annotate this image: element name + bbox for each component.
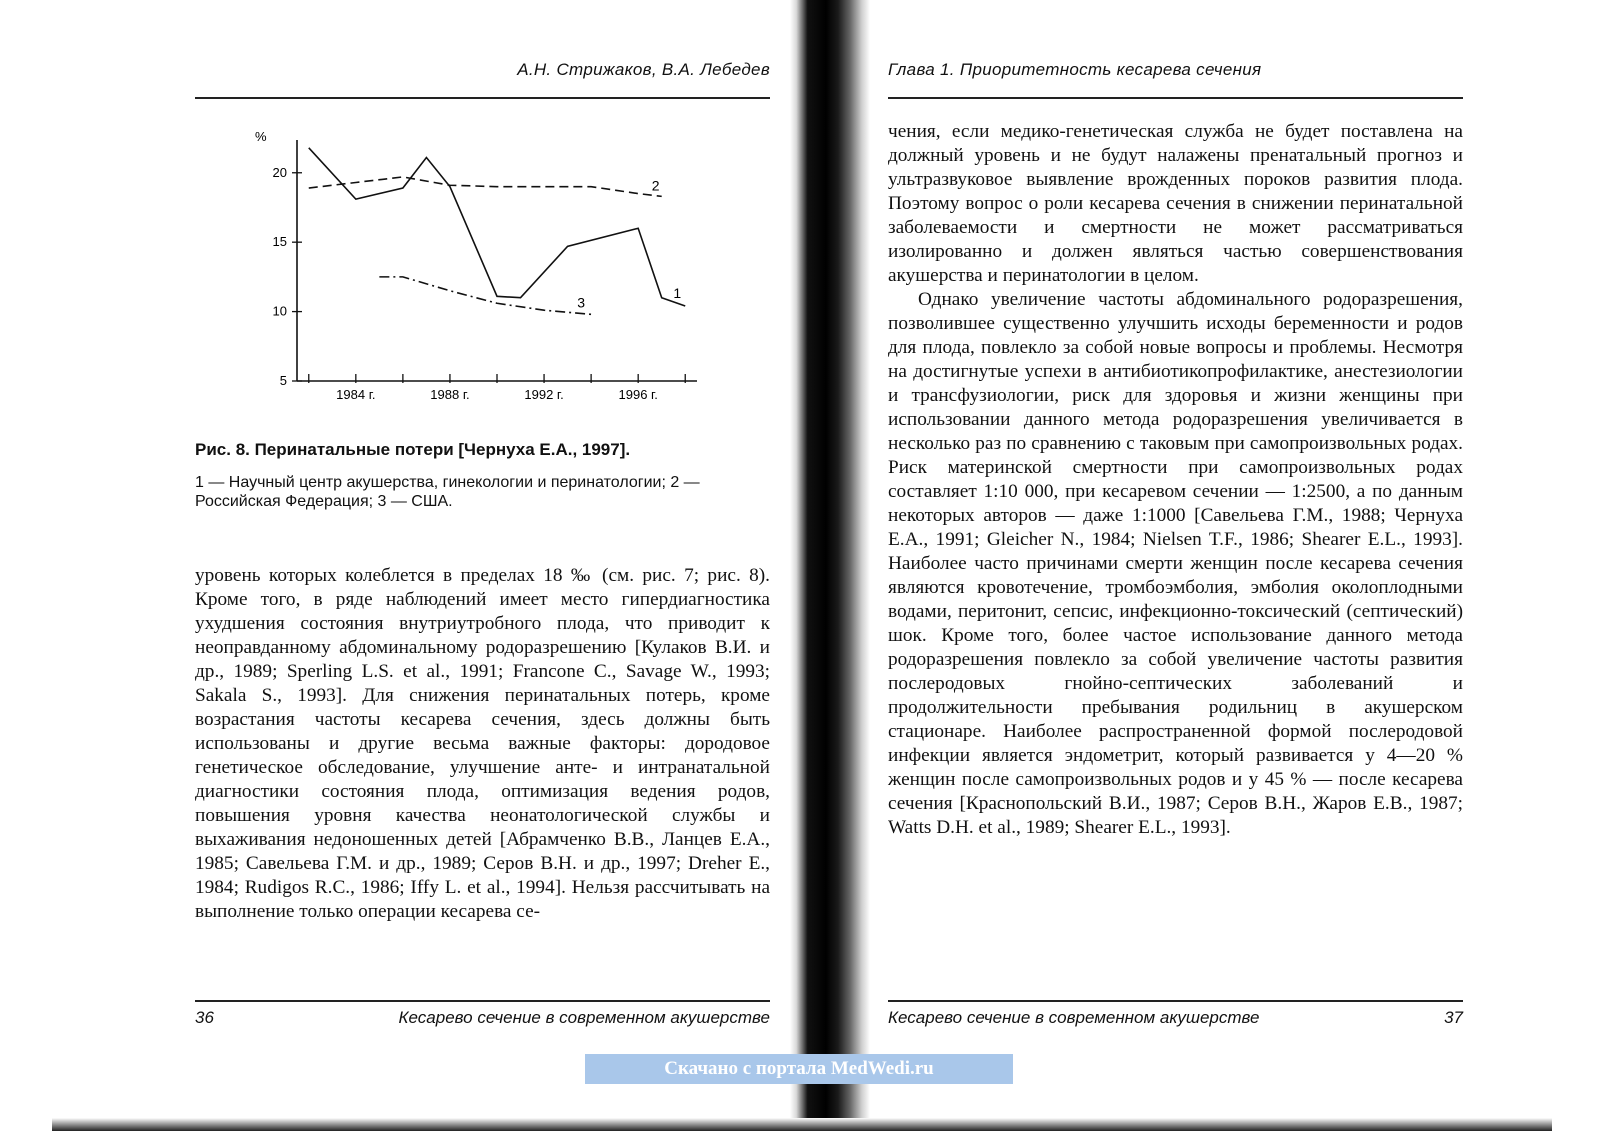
x-tick-label: 1984 г. [336, 387, 376, 402]
page-number: 37 [1444, 1008, 1463, 1027]
series-line-2 [309, 177, 662, 196]
download-watermark: Скачано с портала MedWedi.ru [585, 1054, 1013, 1084]
paragraph-2: Однако увеличение частоты абдоминального родоразрешения, позволившее существенно улучшить исходы беременности и родов для плода, повлекло за собой новые вопросы и проблемы. Несмотря на достигнутые успехи в антибиотикопрофилактике, анестезиологии и трансфузиологии, риск для здоровья и жизни женщины при использовании данного метода родоразрешения увеличивается в несколько раз по сравнению с таковым при самопроизвольных родах. Риск материнской смертности при самопроизвольных родах составляет 1:10 000, при кесаревом сечении — 1:2500, а по данным некоторых авторов — даже 1:1000 [Савельева Г.М., 1988; Чернуха Е.А., 1991; Gleicher N., 1984; Nielsen T.F., 1986; Shearer E.L., 1993]. Наиболее часто причинами смерти женщин после кесарева сечения являются кровотечение, тромбоэмболия, эмболия околоплодными водами, перитонит, сепсис, инфекционно-токсический (септический) шок. Кроме того, более частое использование данного метода родоразрешения повлекло за собой увеличение частоты развития послеродовых гнойно-септических заболеваний и продолжительности пребывания родильниц в акушерском стационаре. Наиболее распространенной формой послеродовой инфекции является эндометрит, который развивается у 4—20 % женщин после самопроизвольных родов и у 45 % — после кесарева сечения [Краснопольский В.И., 1987; Серов В.Н., Жаров Е.В., 1987; Watts D.H. et al., 1989; Shearer E.L., 1993]. [888, 289, 1463, 838]
paragraph-1: чения, если медико-генетическая служба не будет поставлена на должный уровень и не будут налажены пренатальный прогноз и ультразвуковое выявление врожденных пороков развития плода. Поэтому вопрос о роли кесарева сечения в снижении перинатальной заболеваемости и смертности не может рассматриваться изолированно и должен являться частью совершенствования акушерства и перинатологии в целом. [888, 121, 1463, 286]
figure-caption: Рис. 8. Перинатальные потери [Чернуха Е.А., 1997]. [195, 440, 631, 459]
page-number: 36 [195, 1008, 214, 1027]
right-body-text [888, 120, 1463, 840]
series-line-3 [379, 277, 591, 314]
series-label: 3 [577, 294, 586, 311]
series-label: 1 [673, 285, 682, 302]
x-tick-label: 1996 г. [618, 387, 658, 402]
footer-rule [888, 1000, 1463, 1002]
y-tick-label: 5 [279, 373, 287, 388]
chart-series [309, 148, 685, 315]
running-foot-title: Кесарево сечение в современном акушерстве [398, 1008, 770, 1027]
y-tick-label: 20 [272, 164, 287, 180]
series-line-1 [309, 148, 685, 306]
book-spine-shadow [790, 0, 870, 1131]
figure-legend: 1 — Научный центр акушерства, гинекологии и перинатологии; 2 — Российская Федерация; 3 — США. [195, 474, 700, 510]
line-chart [235, 125, 715, 425]
figure-perinatal-losses-chart [235, 125, 715, 425]
header-rule [195, 97, 770, 99]
x-tick-label: 1988 г. [430, 387, 470, 402]
y-axis-unit: % [255, 129, 267, 144]
y-tick-label: 10 [272, 303, 287, 319]
series-label: 2 [651, 177, 660, 194]
running-foot-title: Кесарево сечение в современном акушерстве [888, 1008, 1260, 1027]
header-rule [888, 97, 1463, 99]
left-body-text [195, 564, 770, 924]
x-tick-label: 1992 г. [524, 387, 564, 402]
running-head-authors: А.Н. Стрижаков, В.А. Лебедев [517, 60, 770, 79]
paragraph: уровень которых колеблется в пределах 18 ‰ (см. рис. 7; рис. 8). Кроме того, в ряде наблюдений имеет место гипердиагностика ухудшения состояния внутриутробного плода, что приводит к неоправданному абдоминальному родоразрешению [Кулаков В.И. и др., 1989; Sperling L.S. et al., 1991; Francone C., Savage W., 1993; Sakala S., 1993]. Для снижения перинатальных потерь, кроме возрастания частоты кесарева сечения, здесь должны быть использованы и другие весьма важные факторы: дородовое генетическое обследование, улучшение анте- и интранатальной диагностики состояния плода, оптимизация ведения родов, повышения уровня качества неонатологической службы и выхаживания недоношенных детей [Абрамченко В.В., Ланцев Е.А., 1985; Савельева Г.М. и др., 1989; Серов В.Н. и др., 1997; Dreher E., 1984; Rudigos R.C., 1986; Iffy L. et al., 1994]. Нельзя рассчитывать на выполнение только операции кесарева се- [195, 565, 770, 922]
chart-axes [297, 140, 697, 381]
footer-rule [195, 1000, 770, 1002]
y-tick-label: 15 [272, 234, 287, 250]
scan-bottom-edge [52, 1118, 1552, 1131]
running-head-chapter: Глава 1. Приоритетность кесарева сечения [888, 60, 1262, 79]
